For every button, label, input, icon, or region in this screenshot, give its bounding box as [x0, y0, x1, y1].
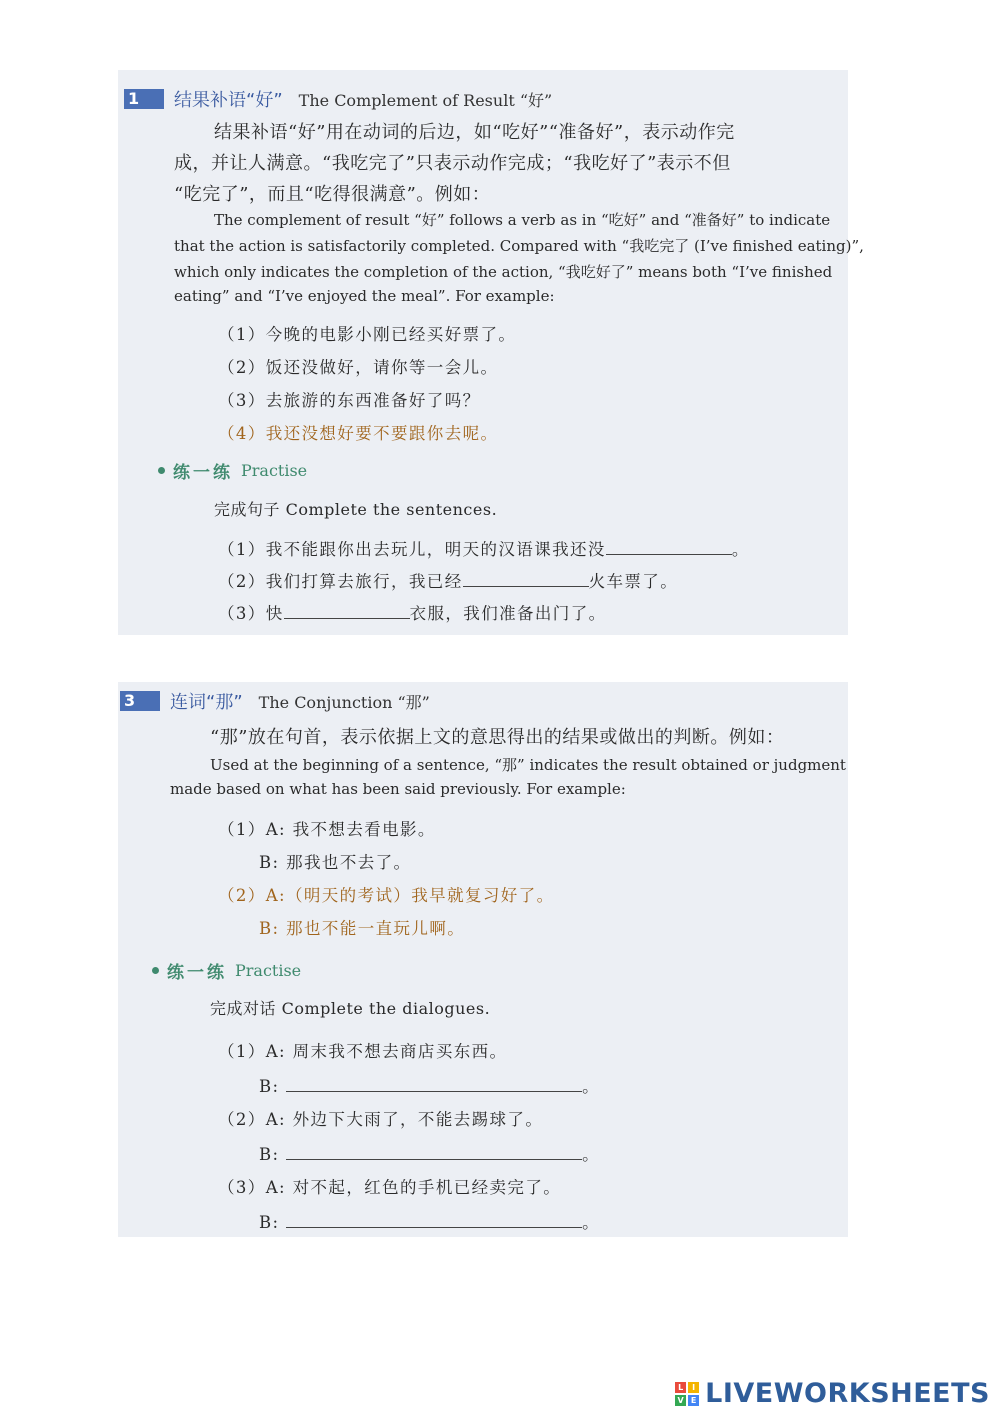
section-3-header	[120, 688, 430, 714]
practice-label-cn: 练一练	[173, 463, 233, 483]
practice-instruction: 完成对话 Complete the dialogues.	[210, 999, 491, 1018]
example-dialogue-line: （1）A: 我不想去看电影。	[218, 820, 436, 839]
intro-cn-line: 结果补语“好”用在动词的后边，如“吃好”“准备好”，表示动作完	[214, 122, 735, 143]
intro-en-line: eating” and “I’ve enjoyed the meal”. For example:	[174, 287, 555, 305]
intro-en-line: made based on what has been said previously. For example:	[170, 780, 626, 798]
exercise-sentence	[218, 536, 750, 560]
logo-letter: I	[688, 1382, 699, 1393]
logo-text: LIVEWORKSHEETS	[705, 1378, 990, 1409]
example-dialogue-line-highlighted: B: 那也不能一直玩儿啊。	[259, 919, 466, 938]
intro-en-line: which only indicates the completion of the action, “我吃好了” means both “I’ve finished	[174, 263, 833, 281]
exercise-text-after: 衣服，我们准备出门了。	[409, 604, 607, 623]
dialogue-prompt: （1）A: 周末我不想去商店买东西。	[218, 1042, 508, 1061]
dialogue-b-label: B:	[259, 1077, 280, 1096]
practice-label-en: Practise	[235, 961, 302, 980]
answer-blank[interactable]	[286, 1145, 582, 1160]
exercise-text-after: 。	[731, 540, 750, 559]
exercise-sentence	[218, 600, 607, 624]
answer-blank[interactable]	[284, 604, 410, 619]
section-title-cn: 连词“那”	[170, 692, 243, 713]
practice-header	[152, 958, 301, 983]
example-sentence: （2）饭还没做好，请你等一会儿。	[218, 358, 499, 377]
dialogue-b-label: B:	[259, 1213, 280, 1232]
practice-instruction: 完成句子 Complete the sentences.	[214, 500, 498, 519]
practice-label-cn: 练一练	[167, 963, 227, 983]
exercise-sentence	[218, 568, 678, 592]
intro-en-line: The complement of result “好” follows a verb as in “吃好” and “准备好” to indicate	[214, 211, 831, 229]
answer-blank[interactable]	[606, 540, 732, 555]
bullet-dot-icon	[158, 467, 165, 474]
section-number-badge: 1	[124, 89, 164, 109]
dialogue-b-end: 。	[582, 1213, 601, 1232]
dialogue-answer-line	[259, 1141, 600, 1165]
section-number-badge: 3	[120, 691, 160, 711]
intro-en-line: Used at the beginning of a sentence, “那” indicates the result obtained or judgment	[210, 756, 846, 774]
practice-header	[158, 458, 307, 483]
liveworksheets-logo[interactable]	[675, 1378, 990, 1409]
example-dialogue-line-highlighted: （2）A:（明天的考试）我早就复习好了。	[218, 886, 555, 905]
dialogue-b-label: B:	[259, 1145, 280, 1164]
logo-letter: V	[675, 1395, 686, 1406]
exercise-text-before: （1）我不能跟你出去玩儿，明天的汉语课我还没	[218, 540, 606, 559]
section-1-header	[124, 86, 552, 112]
logo-letter: E	[688, 1395, 699, 1406]
example-sentence-highlighted: （4）我还没想好要不要跟你去呢。	[218, 424, 499, 443]
example-sentence: （1）今晚的电影小刚已经买好票了。	[218, 325, 517, 344]
logo-mark-icon	[675, 1382, 699, 1406]
dialogue-prompt: （3）A: 对不起，红色的手机已经卖完了。	[218, 1178, 562, 1197]
exercise-text-before: （3）快	[218, 604, 284, 623]
section-title-en: The Conjunction “那”	[258, 692, 430, 712]
dialogue-b-end: 。	[582, 1145, 601, 1164]
exercise-text-after: 火车票了。	[588, 572, 679, 591]
answer-blank[interactable]	[463, 572, 589, 587]
example-dialogue-line: B: 那我也不去了。	[259, 853, 412, 872]
dialogue-prompt: （2）A: 外边下大雨了，不能去踢球了。	[218, 1110, 544, 1129]
dialogue-answer-line	[259, 1209, 600, 1233]
answer-blank[interactable]	[286, 1213, 582, 1228]
practice-label-en: Practise	[241, 461, 308, 480]
dialogue-b-end: 。	[582, 1077, 601, 1096]
intro-cn-line: “吃完了”，而且“吃得很满意”。例如：	[174, 184, 491, 205]
exercise-text-before: （2）我们打算去旅行，我已经	[218, 572, 463, 591]
dialogue-answer-line	[259, 1073, 600, 1097]
intro-en-line: that the action is satisfactorily completed. Compared with “我吃完了 (I’ve finished eating)”,	[174, 237, 864, 255]
section-title-en: The Complement of Result “好”	[298, 90, 553, 110]
bullet-dot-icon	[152, 967, 159, 974]
intro-cn-line: “那”放在句首，表示依据上文的意思得出的结果或做出的判断。例如：	[210, 727, 785, 748]
example-sentence: （3）去旅游的东西准备好了吗？	[218, 391, 481, 410]
answer-blank[interactable]	[286, 1077, 582, 1092]
intro-cn-line: 成，并让人满意。“我吃完了”只表示动作完成；“我吃好了”表示不但	[174, 153, 731, 174]
section-title-cn: 结果补语“好”	[174, 90, 283, 111]
logo-letter: L	[675, 1382, 686, 1393]
